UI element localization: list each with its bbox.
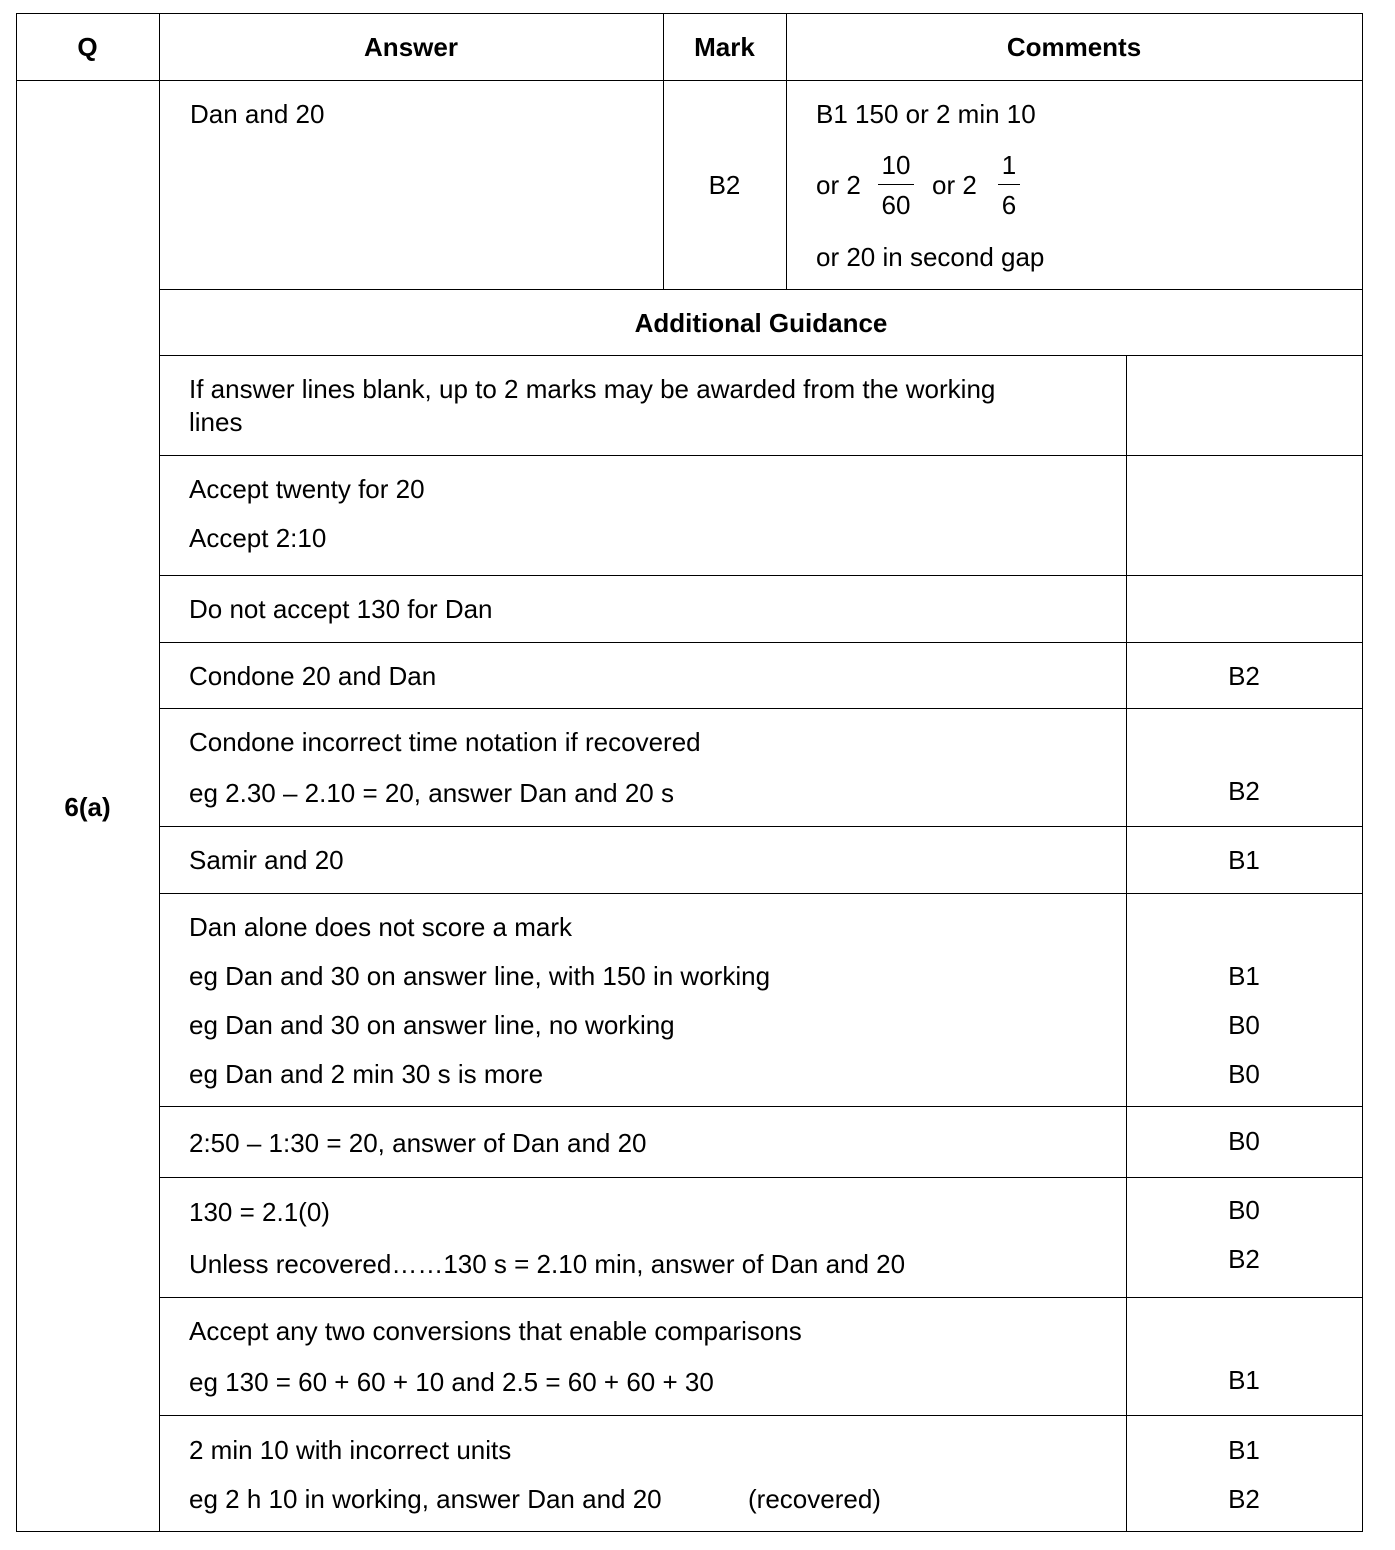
comment-second-gap: or 20 in second gap (816, 242, 1045, 272)
guidance-text: If answer lines blank, up to 2 marks may be awarded from the working (189, 374, 996, 404)
rule (159, 355, 1363, 356)
rule (159, 893, 1363, 894)
header-q: Q (77, 32, 98, 62)
fraction-denominator: 6 (1001, 190, 1017, 220)
rule (159, 708, 1363, 709)
guidance-text: 2:50 – 1:30 = 20, answer of Dan and 20 (189, 1128, 647, 1158)
guidance-text: eg 130 = 60 + 60 + 10 and 2.5 = 60 + 60 + 30 (189, 1367, 714, 1397)
guidance-text: eg Dan and 2 min 30 s is more (189, 1059, 544, 1089)
guidance-mark: B1 (1228, 1435, 1260, 1465)
rule (16, 13, 1363, 14)
question-number: 6(a) (64, 792, 111, 822)
header-mark: Mark (694, 32, 755, 62)
rule (159, 642, 1363, 643)
fraction-10-60 (878, 150, 914, 220)
guidance-mark: B0 (1228, 1126, 1260, 1156)
rule (1362, 13, 1363, 1532)
header-comments: Comments (1006, 32, 1142, 62)
rule (159, 826, 1363, 827)
guidance-text: eg 2 h 10 in working, answer Dan and 20 (189, 1484, 662, 1514)
rule (159, 455, 1363, 456)
comment-or-mixed-1: or 2 (816, 170, 861, 200)
rule (159, 1106, 1363, 1107)
fraction-numerator: 10 (881, 150, 911, 180)
guidance-text: Accept 2:10 (189, 523, 327, 553)
comment-b1: B1 150 or 2 min 10 (816, 99, 1036, 129)
rule (159, 1177, 1363, 1178)
guidance-text: Condone incorrect time notation if recovered (189, 727, 701, 757)
answer-text: Dan and 20 (190, 99, 325, 129)
guidance-mark: B2 (1228, 776, 1260, 806)
guidance-mark: B0 (1228, 1010, 1260, 1040)
guidance-text: Unless recovered……130 s = 2.10 min, answer of Dan and 20 (189, 1249, 906, 1279)
mark-scheme-table (16, 13, 1363, 1532)
guidance-text: lines (189, 407, 243, 437)
guidance-mark: B0 (1228, 1059, 1260, 1089)
guidance-text: Accept twenty for 20 (189, 474, 425, 504)
fraction-denominator: 60 (881, 190, 911, 220)
guidance-text: Condone 20 and Dan (189, 661, 437, 691)
guidance-text: Do not accept 130 for Dan (189, 594, 493, 624)
guidance-text: eg Dan and 30 on answer line, no working (189, 1010, 675, 1040)
rule (159, 575, 1363, 576)
guidance-text: eg 2.30 – 2.10 = 20, answer Dan and 20 s (189, 778, 674, 808)
rule (1126, 355, 1127, 1532)
guidance-mark: B2 (1228, 661, 1260, 691)
guidance-note-recovered: (recovered) (748, 1484, 881, 1514)
rule (16, 1531, 1363, 1532)
answer-mark: B2 (708, 170, 741, 200)
fraction-bar (998, 184, 1020, 185)
rule (159, 289, 1363, 290)
rule (159, 1297, 1363, 1298)
rule (16, 80, 1363, 81)
guidance-mark: B0 (1228, 1195, 1260, 1225)
comment-or-mixed-2: or 2 (932, 170, 977, 200)
guidance-mark: B1 (1228, 961, 1260, 991)
fraction-bar (878, 184, 914, 185)
fraction-1-6 (998, 150, 1020, 220)
rule (159, 1415, 1363, 1416)
guidance-title: Additional Guidance (634, 308, 888, 338)
rule (159, 13, 160, 1532)
guidance-text: 2 min 10 with incorrect units (189, 1435, 512, 1465)
fraction-numerator: 1 (1001, 150, 1017, 180)
guidance-text: 130 = 2.1(0) (189, 1197, 330, 1227)
guidance-mark: B2 (1228, 1244, 1260, 1274)
guidance-text: Accept any two conversions that enable comparisons (189, 1316, 802, 1346)
guidance-text: Samir and 20 (189, 845, 344, 875)
guidance-mark: B1 (1228, 845, 1260, 875)
guidance-text: Dan alone does not score a mark (189, 912, 572, 942)
guidance-text: eg Dan and 30 on answer line, with 150 in working (189, 961, 771, 991)
guidance-mark: B1 (1228, 1365, 1260, 1395)
rule (16, 13, 17, 1532)
header-answer: Answer (364, 32, 458, 62)
guidance-mark: B2 (1228, 1484, 1260, 1514)
